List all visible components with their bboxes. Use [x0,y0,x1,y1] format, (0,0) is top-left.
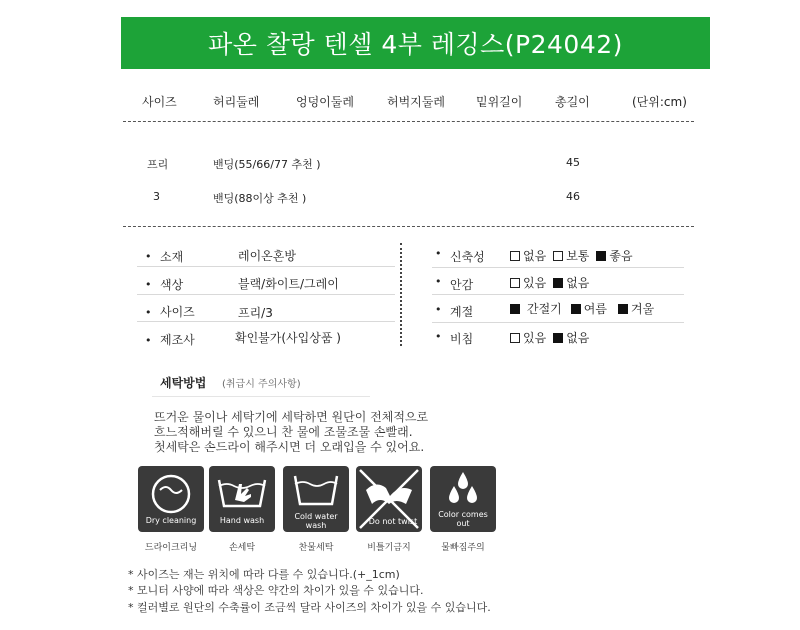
note: * 사이즈는 재는 위치에 따라 다를 수 있습니다.(+_1cm) [128,568,400,581]
checkbox-empty [510,251,520,261]
checkbox-filled [618,304,628,314]
underline [432,322,684,323]
underline [152,396,370,397]
option-no: 없음 [553,274,589,291]
note: * 컬러별로 원단의 수축률이 조금씩 달라 사이즈의 차이가 있을 수 있습니다. [128,601,491,614]
care-label: 손세탁 [228,543,256,553]
stretch-options [510,247,637,264]
spec-label-lining: 안감 [450,278,474,292]
do-not-twist-icon: Do not twist [356,466,422,532]
spec-label-material: 소재 [160,250,184,264]
option-good: 좋음 [596,247,632,264]
wash-instructions [154,410,428,455]
care-label: 물빠짐주의 [441,543,485,553]
option-winter: 겨울 [618,300,654,317]
lining-options [510,274,593,291]
row-waist: 밴딩(55/66/77 추천 ) [213,158,321,171]
spec-label-size: 사이즈 [160,305,195,319]
checkbox-filled [510,304,520,314]
checkbox-filled [596,251,606,261]
checkbox-empty [510,333,520,343]
care-label: 비틀기금지 [367,543,411,553]
season-options [510,300,658,317]
option-between-seasons: 간절기 [510,300,562,317]
bullet: • [435,330,442,343]
spec-value-size: 프리/3 [238,306,273,320]
option-yes: 있음 [510,329,546,346]
spec-value-manufacturer: 확인불가(사입상품 ) [235,331,341,345]
row-total-length: 45 [566,156,580,169]
bullet: • [435,275,442,288]
checkbox-filled [553,278,563,288]
bullet: • [145,334,152,347]
option-no: 없음 [553,329,589,346]
wash-title: 세탁방법 [160,376,207,390]
color-comes-out-icon: Color comes out [430,466,496,532]
wash-line: 첫세탁은 손드라이 해주시면 더 오래입을 수 있어요. [154,440,425,454]
spec-value-material: 레이온혼방 [238,249,296,263]
option-yes: 있음 [510,274,546,291]
header-rise: 밑위길이 [476,95,523,109]
header-thigh: 허벅지둘레 [387,95,445,109]
hand-wash-icon: Hand wash [209,466,275,532]
checkbox-filled [553,333,563,343]
checkbox-filled [571,304,581,314]
checkbox-empty [510,278,520,288]
row-total-length: 46 [566,190,580,203]
header-unit: (단위:cm) [632,95,687,109]
care-label: 드라이크리닝 [144,543,198,553]
option-none: 없음 [510,247,546,264]
header-waist: 허리둘레 [213,95,260,109]
underline [432,294,684,295]
bullet: • [145,278,152,291]
header-size: 사이즈 [142,95,177,109]
title-text: 파온 찰랑 텐셀 4부 레깅스(P24042) [208,30,623,59]
row-waist: 밴딩(88이상 추천 ) [213,192,307,205]
wash-subtitle: (취급시 주의사항) [222,379,301,390]
underline [137,294,395,295]
see-through-options [510,329,593,346]
underline [432,267,684,268]
column-divider [400,243,402,346]
underline [137,321,395,322]
checkbox-empty [553,251,563,261]
spec-label-color: 색상 [160,278,184,292]
page-title [121,17,710,69]
bullet: • [145,306,152,319]
bullet: • [435,303,442,316]
spec-label-stretch: 신축성 [450,250,485,264]
bullet: • [145,250,152,263]
dry-cleaning-icon: Dry cleaning [138,466,204,532]
underline [137,266,395,267]
divider [123,121,694,122]
header-total-length: 총길이 [555,95,590,109]
option-summer: 여름 [571,300,607,317]
spec-label-season: 계절 [450,305,474,319]
care-label: 찬물세탁 [298,543,334,553]
spec-label-manufacturer: 제조사 [160,333,195,347]
wash-line: 흐느적해버릴 수 있으니 찬 물에 조물조물 손빨래. [154,425,413,439]
row-size: 3 [153,190,160,203]
spec-label-see-through: 비침 [450,332,474,346]
spec-value-color: 블랙/화이트/그레이 [238,277,339,291]
note: * 모니터 사양에 따라 색상은 약간의 차이가 있을 수 있습니다. [128,584,424,597]
bullet: • [435,247,442,260]
row-size: 프리 [147,158,169,171]
header-hip: 엉덩이둘레 [296,95,354,109]
wash-line: 뜨거운 물이나 세탁기에 세탁하면 원단이 전체적으로 [154,410,429,424]
divider [123,226,694,227]
cold-water-wash-icon: Cold water wash [283,466,349,532]
option-normal: 보통 [553,247,589,264]
